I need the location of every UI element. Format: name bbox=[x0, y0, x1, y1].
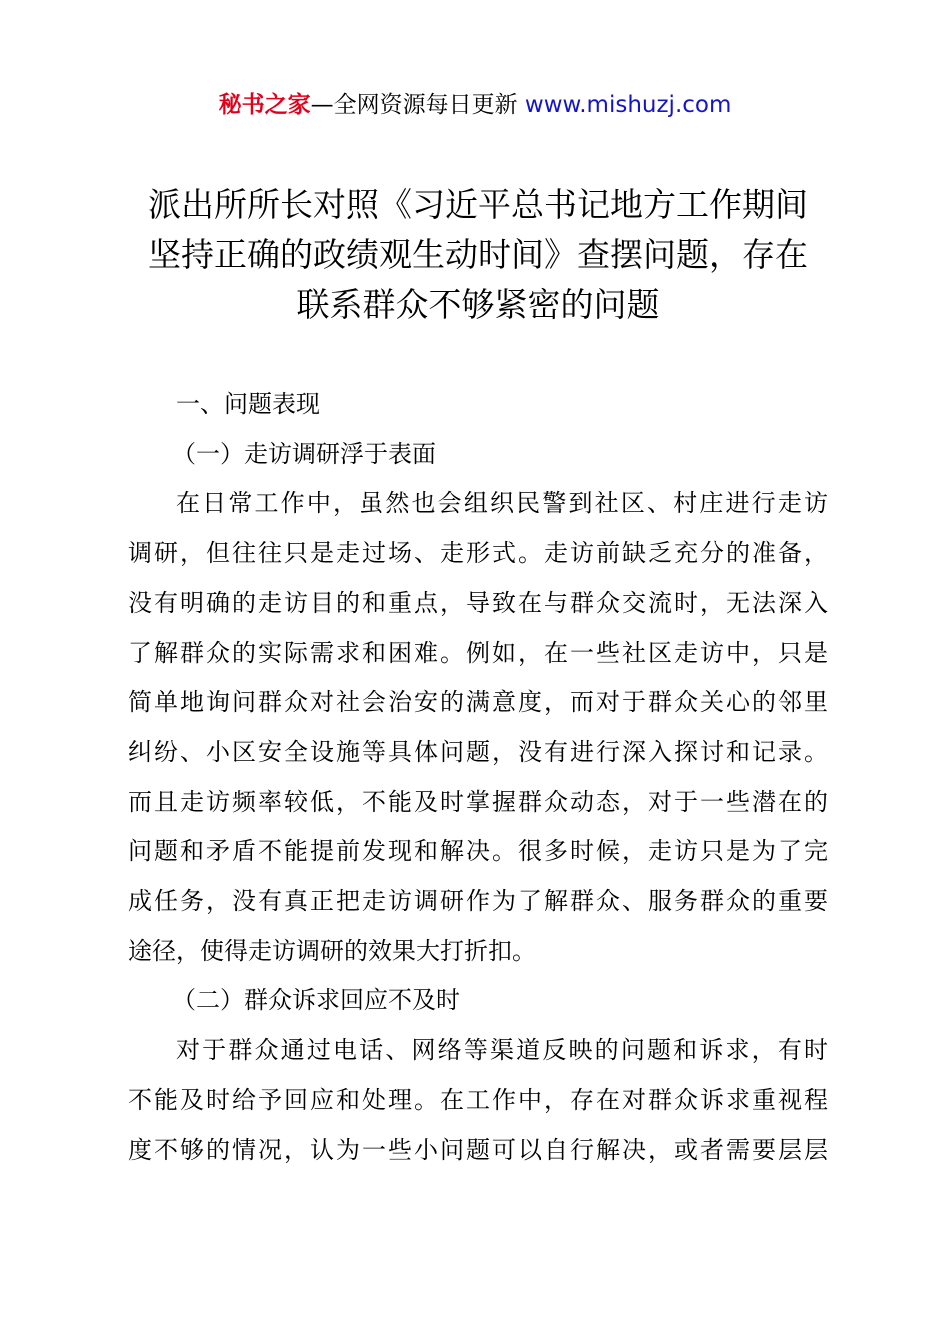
title-line: 坚持正确的政绩观生动时间》查摆问题，存在 bbox=[148, 235, 808, 274]
paragraph-line: 不能及时给予回应和处理。在工作中，存在对群众诉求重视程 bbox=[128, 1085, 828, 1114]
brand-name: 秘书之家 bbox=[218, 92, 311, 118]
subsection-heading: （一）走访调研浮于表面 bbox=[172, 439, 436, 468]
paragraph bbox=[128, 1026, 828, 1175]
document-body bbox=[128, 380, 828, 1175]
document-title bbox=[120, 180, 836, 330]
paragraph-line: 途径，使得走访调研的效果大打折扣。 bbox=[128, 936, 536, 965]
title-line: 联系群众不够紧密的问题 bbox=[296, 285, 660, 324]
title-line: 派出所所长对照《习近平总书记地方工作期间 bbox=[148, 185, 808, 224]
section-heading: 一、问题表现 bbox=[176, 390, 320, 418]
paragraph-line: 了解群众的实际需求和困难。例如，在一些社区走访中，只是 bbox=[128, 638, 828, 667]
paragraph-line: 问题和矛盾不能提前发现和解决。很多时候，走访只是为了完 bbox=[128, 837, 828, 866]
paragraph-line: 而且走访频率较低，不能及时掌握群众动态，对于一些潜在的 bbox=[128, 787, 828, 816]
paragraph-line: 成任务，没有真正把走访调研作为了解群众、服务群众的重要 bbox=[128, 887, 828, 916]
paragraph-line: 纠纷、小区安全设施等具体问题，没有进行深入探讨和记录。 bbox=[128, 737, 828, 766]
site-header bbox=[0, 88, 950, 122]
paragraph-line: 对于群众通过电话、网络等渠道反映的问题和诉求，有时 bbox=[176, 1036, 828, 1065]
paragraph-line: 在日常工作中，虽然也会组织民警到社区、村庄进行走访 bbox=[176, 489, 828, 518]
paragraph-line: 没有明确的走访目的和重点，导致在与群众交流时，无法深入 bbox=[128, 588, 828, 617]
paragraph bbox=[128, 479, 828, 976]
paragraph-line: 度不够的情况，认为一些小问题可以自行解决，或者需要层层 bbox=[128, 1135, 828, 1164]
paragraph-line: 调研，但往往只是走过场、走形式。走访前缺乏充分的准备， bbox=[128, 539, 828, 568]
site-url-link[interactable]: www.mishuzj.com bbox=[524, 92, 732, 118]
subsection-heading: （二）群众诉求回应不及时 bbox=[172, 986, 460, 1015]
header-tagline: —全网资源每日更新 bbox=[310, 92, 525, 118]
paragraph-line: 简单地询问群众对社会治安的满意度，而对于群众关心的邻里 bbox=[128, 688, 828, 717]
